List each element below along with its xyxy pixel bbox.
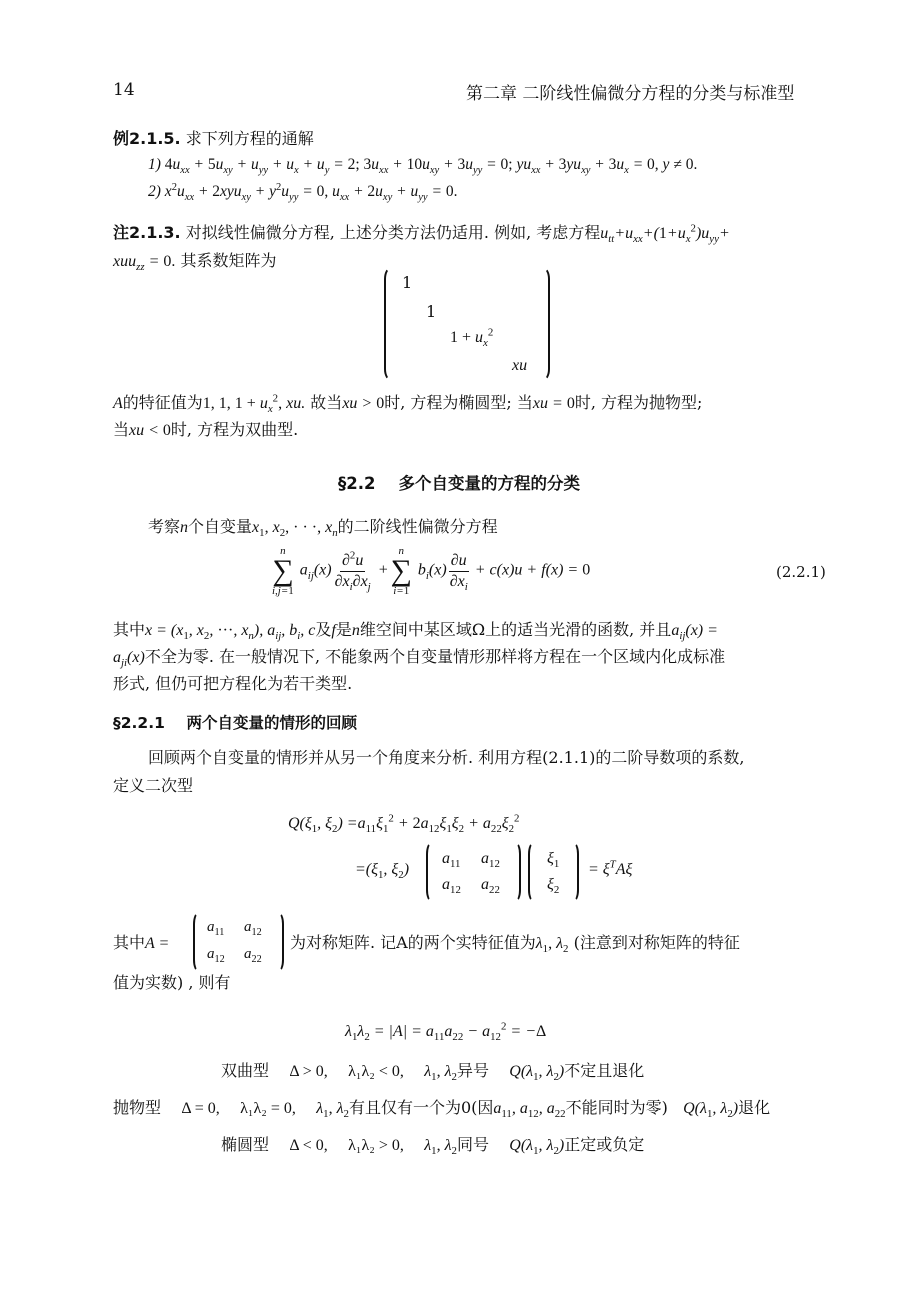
right-paren <box>536 267 550 381</box>
eigen-line-2: 当xu < 0时, 方程为双曲型. <box>113 420 299 439</box>
subsection-heading <box>113 711 357 733</box>
subsection-number: §2.2.1 <box>113 714 165 732</box>
note-line-2: xuu$_{zz}$ = 0. 其系数矩阵为 <box>113 251 277 274</box>
left-paren <box>384 267 398 381</box>
section-para-2: $a_{ji}(x)$不全为零. 在一般情况下, 不能象两个自变量情形那样将方程在一个区域内化成标准 <box>113 647 726 670</box>
eigen-intro: 的特征值为 <box>122 393 203 412</box>
example-heading <box>113 126 314 149</box>
note-text: 对拟线性偏微分方程, 上述分类方法仍适用. 例如, 考虑方程 <box>185 223 601 242</box>
example-item-2: 2) $x^2u_{xx} + 2xyu_{xy} + y^2u_{yy} = 0$, $u_{xx} + 2u_{xy} + u_{yy} = 0$. <box>148 181 458 204</box>
item-2-tag: 2) <box>148 183 161 200</box>
chapter-title: 第二章 二阶线性偏微分方程的分类与标准型 <box>466 84 795 104</box>
note-matrix-intro: 其系数矩阵为 <box>180 251 277 270</box>
classification-elliptic: 椭圆型 Δ < 0, λ₁λ₂ > 0, $\lambda_1$, $\lambda_2$同号 $Q(\lambda_1$, $\lambda_2$)正定或负定 <box>221 1135 645 1158</box>
section-intro: 考察n个自变量$x_1$, $x_2$, · · ·, $x_n$的二阶线性偏微分方程 <box>148 517 498 540</box>
equation-number: (2.2.1) <box>776 563 826 581</box>
section-heading <box>338 470 580 494</box>
values-real-line: 值为实数) , 则有 <box>113 973 231 992</box>
so-when: 故当 <box>310 393 343 412</box>
example-text: 求下列方程的通解 <box>185 129 314 148</box>
item-1-tag: 1) <box>148 156 161 173</box>
page-number: 14 <box>113 80 135 100</box>
section-number: §2.2 <box>338 474 376 493</box>
section-title: 多个自变量的方程的分类 <box>398 474 580 493</box>
section-para-3: 形式, 但仍可把方程化为若干类型. <box>113 674 353 693</box>
subsection-para-1: 回顾两个自变量的情形并从另一个角度来分析. 利用方程(2.1.1)的二阶导数项的系数, <box>148 748 745 767</box>
classification-parabolic: 抛物型 Δ = 0, λ₁λ₂ = 0, $\lambda_1$, $\lambda_2$有且仅有一个为0(因$a_{11}$, $a_{12}$, $a_{22}$不能同时为零) $Q(\lambda_1$, $\lambda_2$)退化 <box>113 1098 771 1121</box>
subsection-para-2: 定义二次型 <box>113 776 194 795</box>
example-item-1: 1) $4u_{xx} + 5u_{xy} + u_{yy} + u_x + u_y = 2$; $3u_{xx} + 10u_{xy} + 3u_{yy} = 0$; $yu_{xx} + 3yu_{xy} + 3u_x = 0$, y ≠ 0. <box>148 156 698 177</box>
equation-2-2-1: n ∑ i,j=1 $a_{ij}(x)$ $\frac{\partial^2u}{\partial x_i\partial x_j}$ + n ∑ i=1 $b_i(x)$ $\frac{\partial u}{\partial x_i}$ + c(x)u + f(x) = 0 <box>272 545 591 597</box>
lambda-product-equation: $\lambda_1\lambda_2 = |A| = a_{11}a_{22} - a_{12}^2 = -\Delta$ <box>345 1020 547 1044</box>
example-label: 例2.1.5. <box>113 129 181 148</box>
note-line-1: 注2.1.3. 对拟线性偏微分方程, 上述分类方法仍适用. 例如, 考虑方程$u_{tt}+u_{xx}+(1+u_x^2)u_{yy}+$ <box>113 222 730 246</box>
classification-hyperbolic: 双曲型 Δ > 0, λ₁λ₂ < 0, $\lambda_1$, $\lambda_2$异号 $Q(\lambda_1$, $\lambda_2$)不定且退化 <box>221 1061 645 1084</box>
eigen-line-1: A的特征值为1, 1, $1 + u_x^2$, xu. 故当xu > 0时, 方程为椭圆型; 当xu = 0时, 方程为抛物型; <box>113 392 703 416</box>
quadratic-form-line-1: $Q(\xi_1$, $\xi_2) =a_{11}\xi_1^2 + 2a_{12}\xi_1\xi_2 + a_{22}\xi_2^2$ <box>288 812 520 836</box>
section-para-1: 其中$x = (x_1$, $x_2$, ···, $x_n$), $a_{ij}$, $b_i$, c及f是n维空间中某区域Ω上的适当光滑的函数, 并且$a_{ij}(x)$ = <box>113 620 718 643</box>
note-label: 注2.1.3. <box>113 223 181 242</box>
subsection-title: 两个自变量的情形的回顾 <box>186 714 357 732</box>
